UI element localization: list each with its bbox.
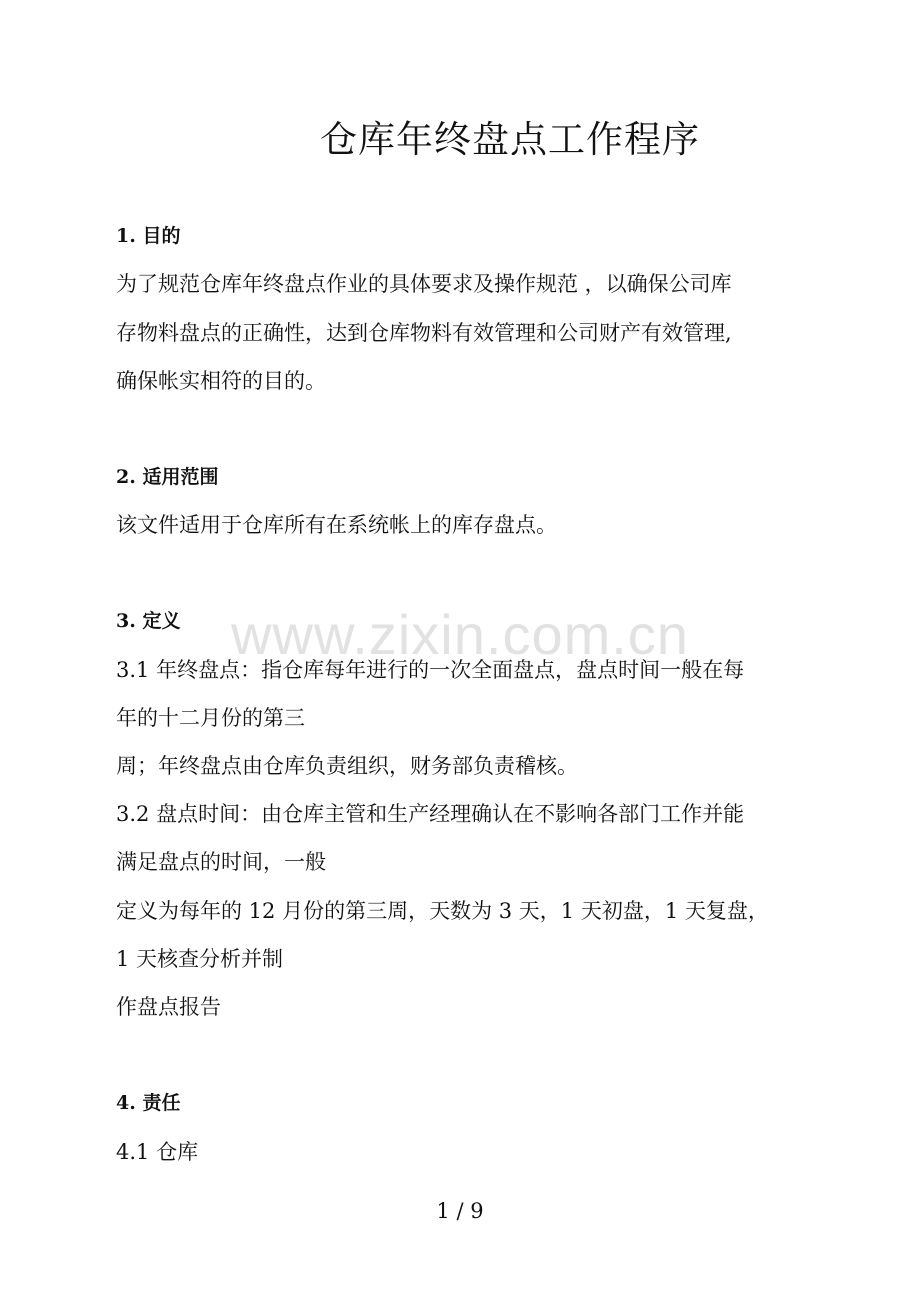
paragraph-line: 4.1 仓库 <box>116 1140 199 1164</box>
paragraph-line: 存物料盘点的正确性，达到仓库物料有效管理和公司财产有效管理, <box>116 321 732 345</box>
section-heading-purpose: 1. 目的 <box>116 225 181 247</box>
paragraph-line: 作盘点报告 <box>116 995 221 1019</box>
paragraph-line: 为了规范仓库年终盘点作业的具体要求及操作规范 ，以确保公司库 <box>116 272 732 296</box>
document-title: 仓库年终盘点工作程序 <box>320 118 700 161</box>
paragraph-line: 确保帐实相符的目的。 <box>116 369 326 393</box>
paragraph-line: 满足盘点的时间，一般 <box>116 850 326 874</box>
section-heading-definition: 3. 定义 <box>116 610 181 632</box>
paragraph-line: 3.2 盘点时间：由仓库主管和生产经理确认在不影响各部门工作并能 <box>116 802 745 826</box>
paragraph-line: 该文件适用于仓库所有在系统帐上的库存盘点。 <box>116 513 557 537</box>
watermark: www.zixin.com.cn <box>231 603 689 666</box>
section-heading-scope: 2. 适用范围 <box>116 466 219 488</box>
paragraph-line: 周；年终盘点由仓库负责组织，财务部负责稽核。 <box>116 754 578 778</box>
paragraph-line: 定义为每年的 12 月份的第三周，天数为 3 天，1 天初盘，1 天复盘， <box>116 899 769 923</box>
section-heading-responsibility: 4. 责任 <box>116 1092 181 1114</box>
page-number: 1 / 9 <box>436 1199 484 1223</box>
paragraph-line: 1 天核查分析并制 <box>116 947 284 971</box>
paragraph-line: 3.1 年终盘点：指仓库每年进行的一次全面盘点，盘点时间一般在每 <box>116 658 745 682</box>
paragraph-line: 年的十二月份的第三 <box>116 706 305 730</box>
